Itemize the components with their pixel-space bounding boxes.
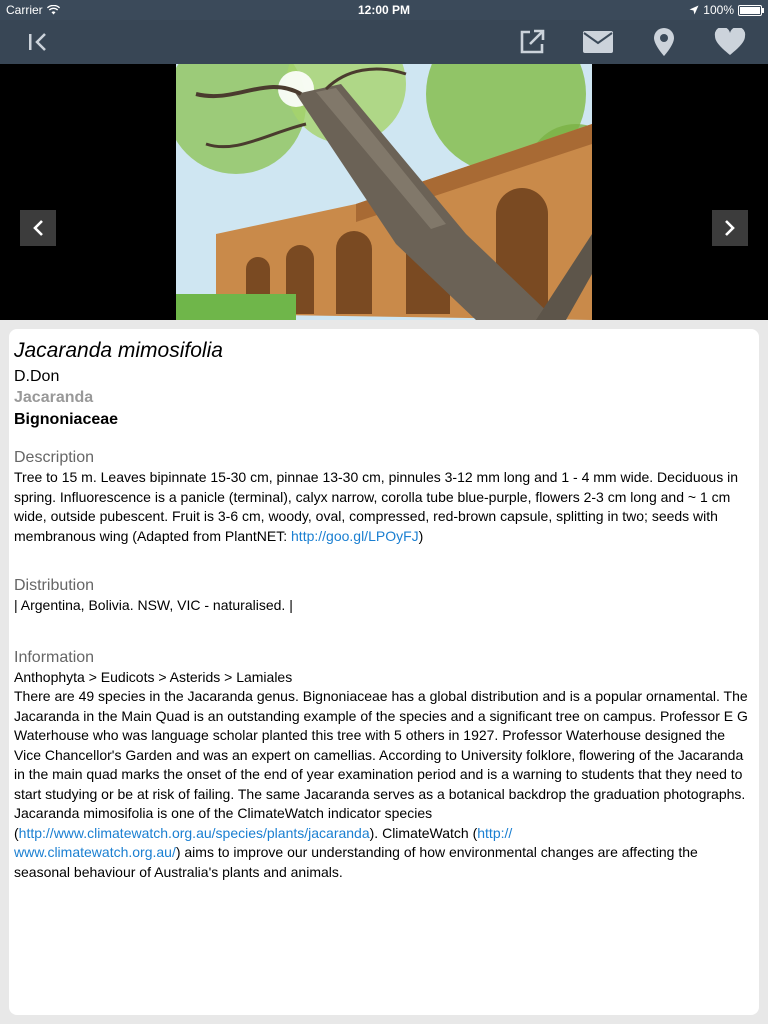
information-body: There are 49 species in the Jacaranda genus. Bignoniaceae has a global distribution and is a popular ornamental. The Jacaranda in the Main Quad is an outstanding example of the species and a significant tree on campus. Professor E G Waterhouse who was language scholar planted this tree with 5 others in 1927. Professor Waterhouse designed the Vice Chancellor's Garden and was an expert on camellias. According to University folklore, flowering of the Jacaranda in the main quad marks the onset of the end of year examination period and is a warning to students that they need to start studying or be at risk of failing. The same Jacaranda serves as a botanical backdrop the graduation photographs. Jacaranda mimosifolia is one of the ClimateWatch indicator species ( bbox=[14, 688, 748, 841]
photo-gallery bbox=[0, 64, 768, 320]
carrier-label: Carrier bbox=[6, 3, 43, 17]
family-name: Bignoniaceae bbox=[14, 411, 119, 428]
information-body-3: ) aims to improve our understanding of how environmental changes are affecting the seasonal behaviour of Australia's plants and animals. bbox=[14, 844, 698, 880]
location-pin-icon bbox=[653, 27, 675, 57]
battery-icon bbox=[738, 5, 762, 16]
taxonomy-path: Anthophyta > Eudicots > Asterids > Lamiales bbox=[14, 668, 293, 685]
clock: 12:00 PM bbox=[357, 3, 411, 17]
climatewatch-species-link[interactable]: http://www.climatewatch.org.au/species/plants/jacaranda bbox=[18, 824, 370, 841]
map-location-button[interactable] bbox=[646, 24, 682, 60]
next-photo-button[interactable] bbox=[712, 210, 748, 246]
chevron-right-icon bbox=[723, 219, 737, 237]
share-icon bbox=[518, 28, 546, 56]
battery-percent: 100% bbox=[703, 3, 734, 17]
status-right bbox=[689, 3, 762, 17]
climatewatch-home-link[interactable]: http:// www.climatewatch.org.au/ bbox=[14, 824, 513, 860]
share-button[interactable] bbox=[514, 24, 550, 60]
favorite-button[interactable] bbox=[712, 24, 748, 60]
species-detail-card bbox=[9, 329, 759, 1015]
species-photo[interactable] bbox=[176, 64, 592, 320]
description-heading: Description bbox=[14, 449, 95, 466]
scientific-name: Jacaranda mimosifolia bbox=[14, 339, 223, 362]
distribution-text: | Argentina, Bolivia. NSW, VIC - naturalised. | bbox=[14, 597, 293, 613]
description-suffix: ) bbox=[418, 527, 424, 544]
mail-icon bbox=[583, 30, 613, 54]
information-text bbox=[14, 687, 754, 882]
previous-photo-button[interactable] bbox=[20, 210, 56, 246]
information-heading: Information bbox=[14, 648, 95, 666]
tree-photo-illustration bbox=[176, 64, 592, 320]
skip-back-icon bbox=[27, 31, 49, 53]
description-body: Tree to 15 m. Leaves bipinnate 15-30 cm, pinnae 13-30 cm, pinnules 3-12 mm long and 1 - 4 mm wide. Deciduous in spring. Influorescence is a panicle (terminal), calyx narrow, corolla tube blue-purple, flowers 2-3 cm long and ~ 1 cm wide, outside pubescent. Fruit is 3-6 cm, woody, oval, compressed, red-brown capsule, splitting in two; seeds with membranous wing (Adapted from PlantNET: bbox=[14, 469, 738, 544]
email-button[interactable] bbox=[580, 24, 616, 60]
information-body-2: ). ClimateWatch ( bbox=[369, 824, 478, 841]
description-text bbox=[14, 468, 754, 546]
status-bar bbox=[0, 0, 768, 20]
heart-icon bbox=[714, 28, 746, 56]
back-to-first-button[interactable] bbox=[20, 24, 56, 60]
distribution-heading: Distribution bbox=[14, 577, 95, 594]
plantnet-link[interactable]: http://goo.gl/LPOyFJ bbox=[291, 527, 419, 544]
toolbar bbox=[0, 20, 768, 64]
common-name: Jacaranda bbox=[14, 389, 94, 406]
species-author: D.Don bbox=[14, 368, 60, 385]
species-detail-content bbox=[14, 339, 754, 882]
chevron-left-icon bbox=[31, 219, 45, 237]
location-arrow-icon bbox=[689, 5, 699, 15]
